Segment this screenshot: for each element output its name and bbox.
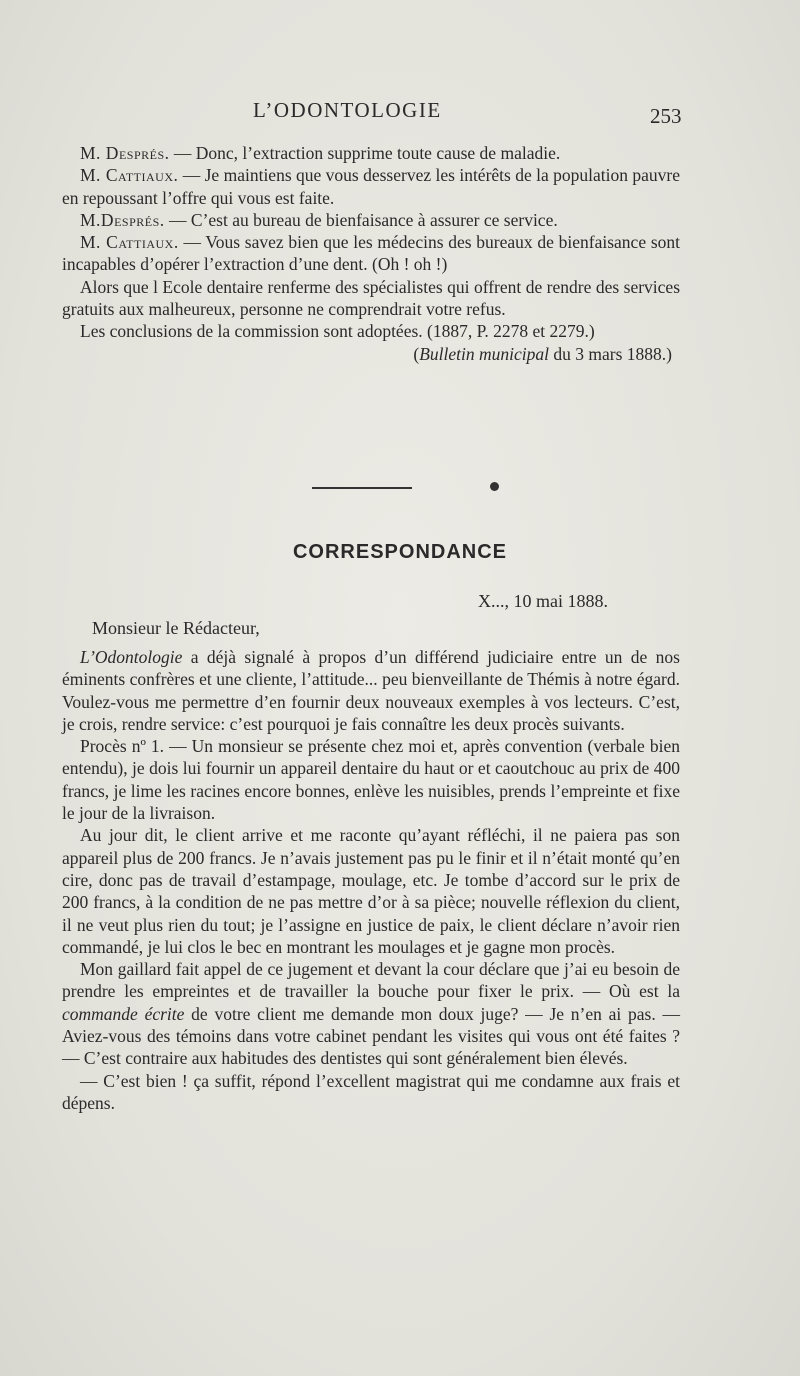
debate-paragraph bbox=[62, 231, 680, 276]
separator-line bbox=[312, 487, 412, 489]
letter-paragraph: Au jour dit, le client arrive et me raconte qu’ayant réfléchi, il ne paiera pas son appareil plus de 200 francs. Je n’avais justement pas pu le finir et il n’était monté qu’en cire, donc pas de travail d’estampage, moulage, etc. Je tombe d’accord sur le prix de 200 francs, à la condition de ne pas mettre d’or à sa pièce; nouvelle réflexion du client, il ne veut plus rien du tout; je l’assigne en justice de paix, le client déclare n’avoir rien commandé, je lui clos le bec en montrant les moulages et je gagne mon procès. bbox=[62, 825, 680, 957]
speaker-name: M. Després. bbox=[80, 143, 170, 163]
separator-ornament-icon bbox=[490, 482, 499, 491]
speech-text: — Je maintiens que vous desservez les intérêts de la population pauvre en repoussant l’offre qui vous est faite. bbox=[62, 165, 680, 208]
journal-name: L’Odontologie bbox=[80, 647, 183, 667]
page-header bbox=[0, 98, 800, 128]
debate-paragraph bbox=[62, 209, 680, 231]
letter-dateline: X..., 10 mai 1888. bbox=[478, 591, 608, 611]
letter-paragraph: L’Odontologie a déjà signalé à propos d’un différend judiciaire entre un de nos éminents confrères et une cliente, l’attitude... peu bienveillante de Thémis à notre égard. Voulez-vous me permettre d’en fournir deux nouveaux exemples à vos lecteurs. C’est, je crois, rendre service: c’est pourquoi je fais connaître les deux procès suivants. bbox=[62, 647, 680, 734]
section-title: CORRESPONDANCE bbox=[292, 541, 508, 563]
debate-paragraph bbox=[62, 164, 680, 209]
letter-salutation: Monsieur le Rédacteur, bbox=[92, 618, 260, 638]
speech-text: — Vous savez bien que les médecins des bureaux de bienfaisance sont incapables d’opérer l’extraction d’une dent. (Oh ! oh !) bbox=[62, 232, 680, 275]
speech-text: — C’est au bureau de bienfaisance à assurer ce service. bbox=[164, 209, 558, 230]
letter-paragraph: Mon gaillard fait appel de ce jugement et devant la cour déclare que j’ai eu besoin de prendre les empreintes et de travailler la bouche pour fixer le prix. — Où est la commande écrite de votre client me demande mon doux juge? — Je n’en ai pas. — Aviez-vous des témoins dans votre cabinet pendant les visites qui vous ont été faites ? — C’est contraire aux habitudes des dentistes qui sont généralement bien élevés. bbox=[62, 959, 680, 1069]
emphasis-text: commande écrite bbox=[62, 1003, 185, 1024]
letter-paragraph: — C’est bien ! ça suffit, répond l’excellent magistrat qui me condamne aux frais et dépens. bbox=[62, 1070, 680, 1113]
speech-text: — Donc, l’extraction supprime toute cause de maladie. bbox=[169, 143, 561, 163]
council-debate bbox=[62, 142, 680, 365]
debate-paragraph: Alors que l Ecole dentaire renferme des spécialistes qui offrent de rendre des services gratuits aux malheureux, personne ne comprendrait votre refus. bbox=[62, 276, 680, 320]
letter-body bbox=[62, 646, 680, 1114]
citation-title: Bulletin municipal bbox=[419, 343, 550, 364]
page-number: 253 bbox=[650, 104, 682, 128]
section-separator bbox=[312, 476, 512, 496]
speaker-name: M.Després. bbox=[80, 209, 165, 230]
speaker-name: M. Cattiaux. bbox=[80, 232, 179, 253]
running-title: L’ODONTOLOGIE bbox=[253, 98, 442, 122]
citation: (Bulletin municipal du 3 mars 1888.) bbox=[413, 343, 672, 364]
letter-paragraph: Procès nº 1. — Un monsieur se présente chez moi et, après convention (verbale bien entendu), je dois lui fournir un appareil dentaire du haut or et caoutchouc au prix de 400 francs, je lime les racines encore bonnes, enlève les nuisibles, prends l’empreinte et fixe le jour de la livraison. bbox=[62, 736, 680, 824]
speaker-name: M. Cattiaux. bbox=[80, 165, 179, 186]
debate-paragraph: Les conclusions de la commission sont adoptées. (1887, P. 2278 et 2279.) bbox=[80, 321, 595, 342]
debate-paragraph bbox=[62, 142, 680, 164]
